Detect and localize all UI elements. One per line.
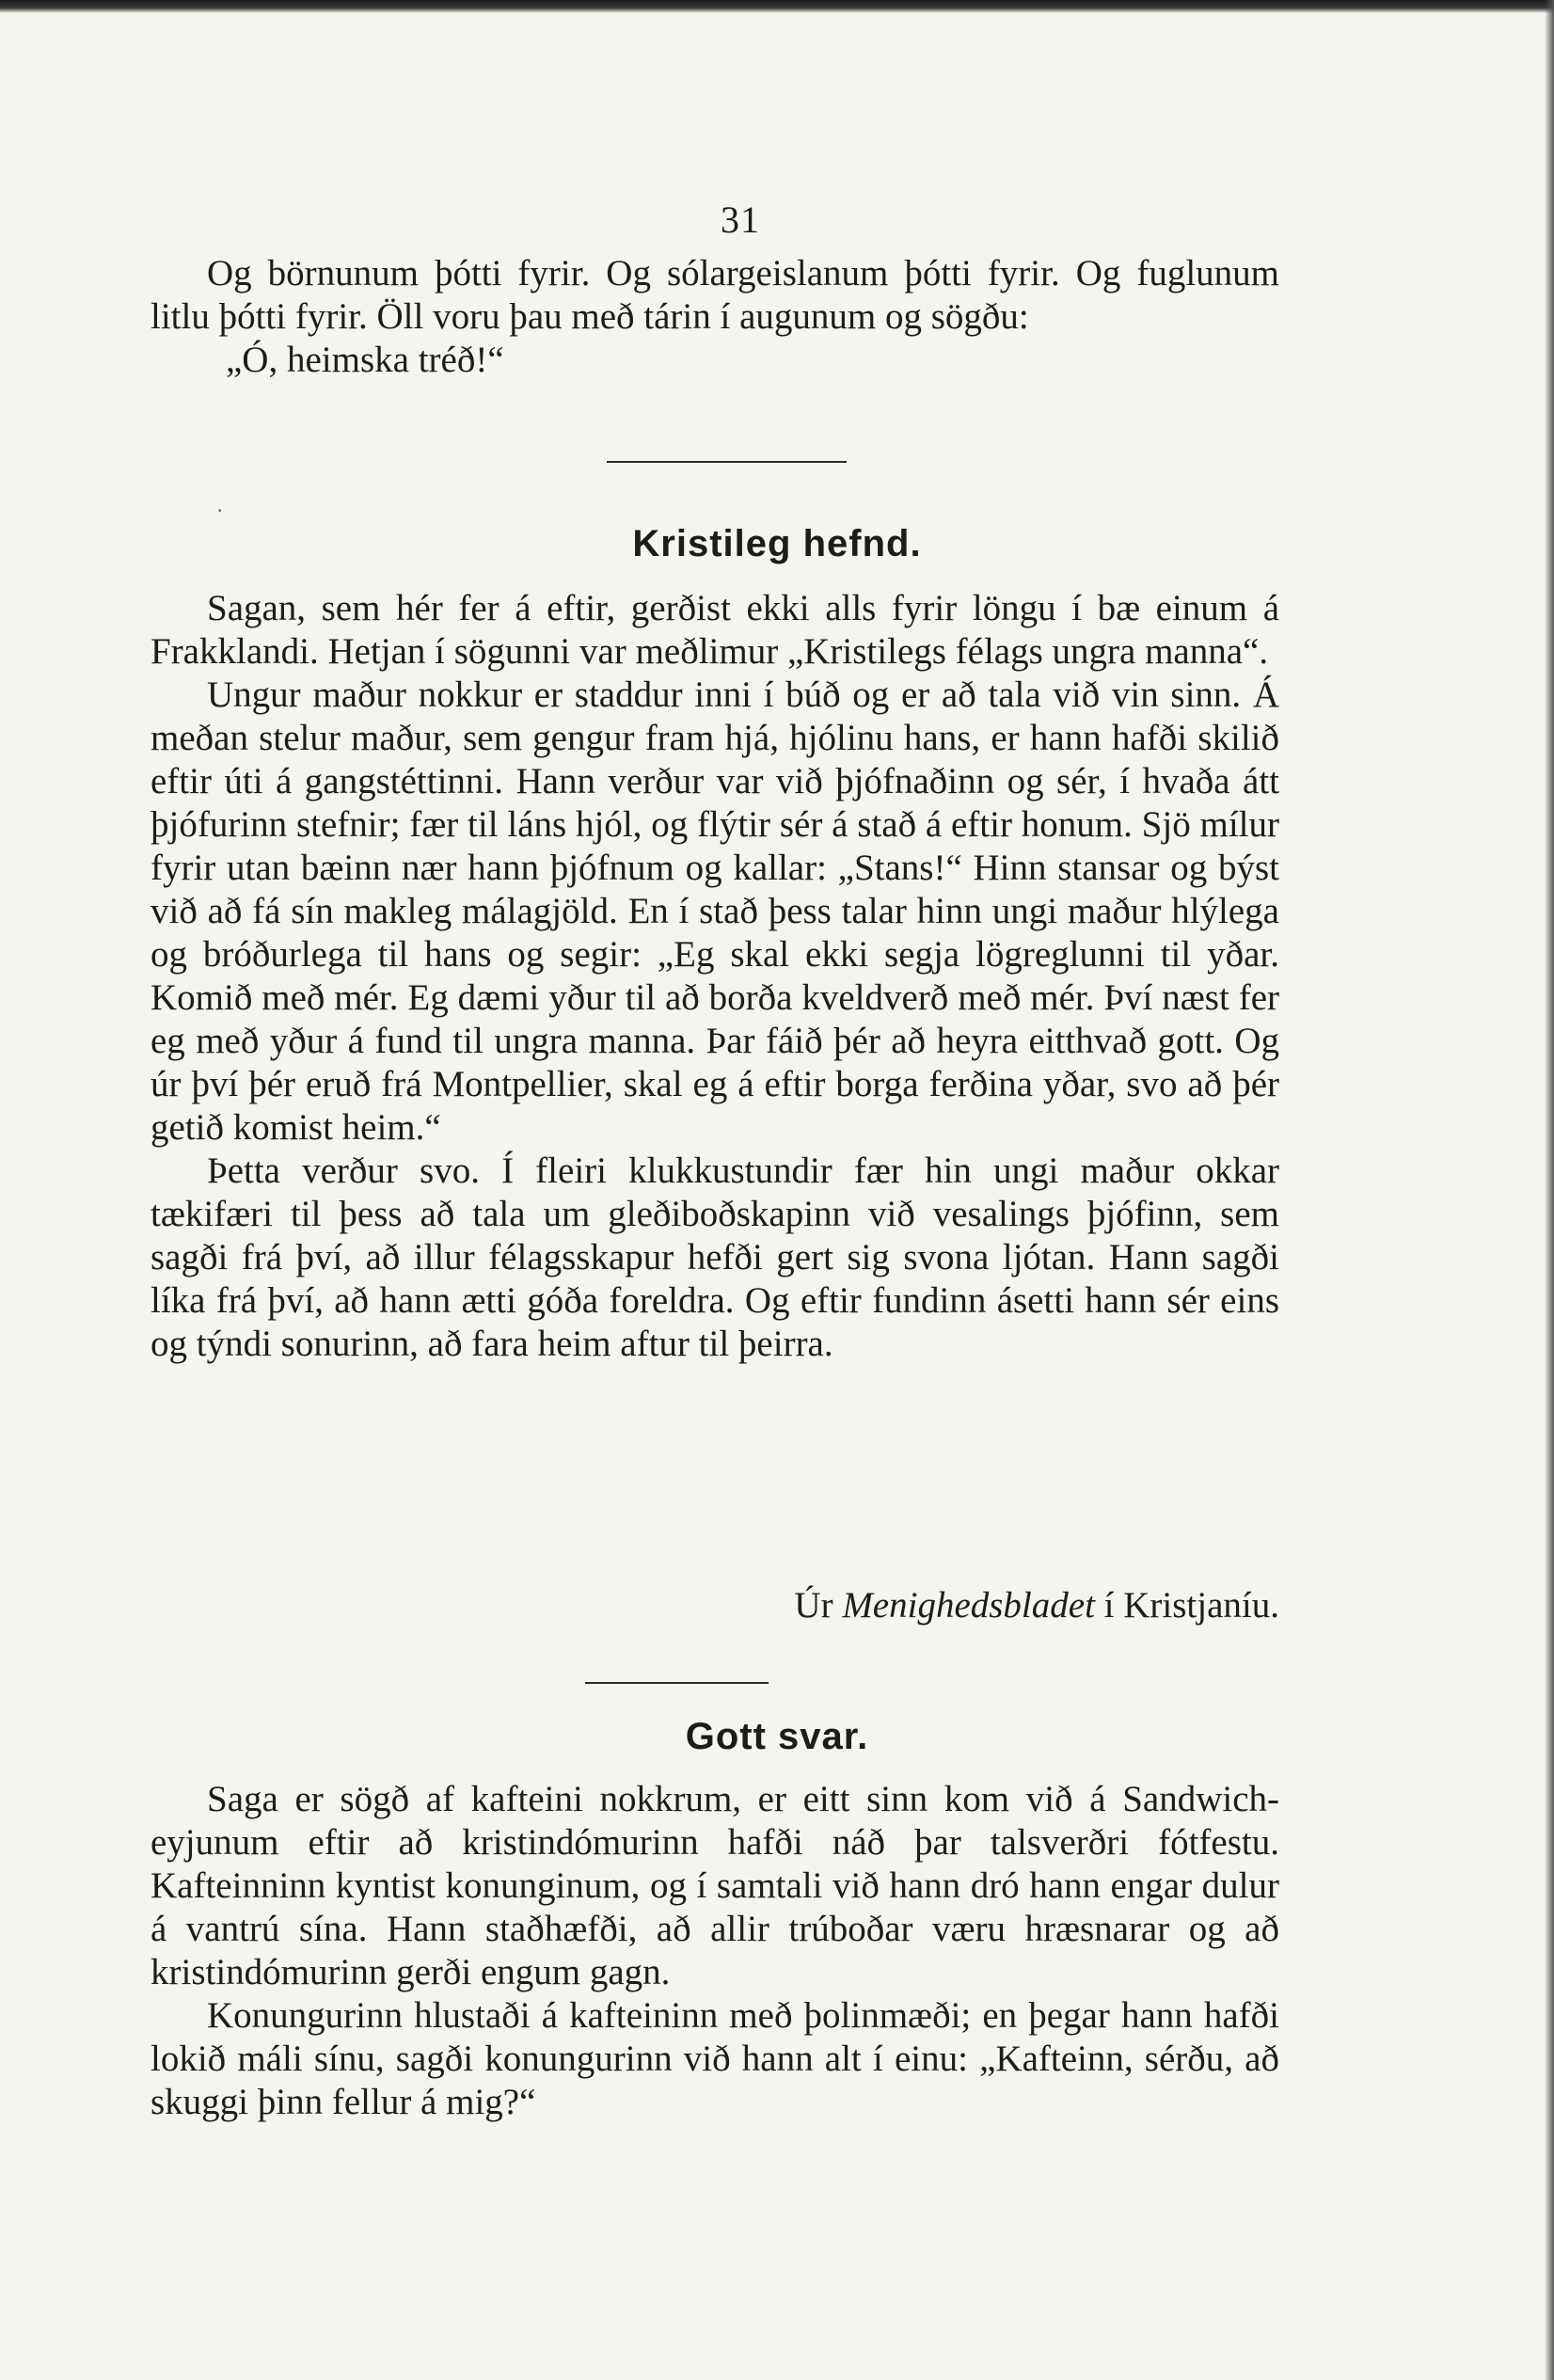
source-suffix: í Kristjaníu.	[1094, 1585, 1279, 1626]
section-title-kristileg-hefnd: Kristileg hefnd.	[632, 523, 922, 564]
scan-speck: ·	[216, 499, 224, 522]
section-divider-1	[607, 461, 847, 463]
source-prefix: Úr	[794, 1585, 843, 1626]
section-title-gott-svar: Gott svar.	[685, 1716, 869, 1757]
section1-paragraph-3: Þetta verður svo. Í fleiri klukkustundir fær hin ungi maður okkar tækifæri til þess að tala um gleðiboðskapinn við vesalings þjófinn, sem sagði frá því, að illur félagsskapur hefði gert sig svona ljótan. Hann sagði líka frá því, að hann ætti góða foreldra. Og eftir fundinn ásetti hann sér eins og týndi sonurinn, að fara heim aftur til þeirra.	[151, 1150, 1279, 1364]
page-number: 31	[721, 198, 760, 241]
section1-paragraph-1: Sagan, sem hér fer á eftir, gerðist ekki alls fyrir löngu í bæ einum á Frakklandi. Hetjan í sögunni var meðlimur „Kristilegs félags ungra manna“.	[151, 588, 1279, 672]
section2-paragraph-1: Saga er sögð af kafteini nokkrum, er eitt sinn kom við á Sandwich-eyjunum eftir að kristindómurinn hafði náð þar talsverðri fótfestu. Kafteinninn kyntist konunginum, og í samtali við hann dró hann engar dulur á vantrú sína. Hann staðhæfði, að allir trúboðar væru hræsnarar og að kristindómurinn gerði engum gagn.	[151, 1779, 1279, 1992]
section1-paragraph-2: Ungur maður nokkur er staddur inni í búð og er að tala við vin sinn. Á meðan stelur maður, sem gengur fram hjá, hjólinu hans, er hann hafði skilið eftir úti á gangstéttinni. Hann verður var við þjófnaðinn og sér, í hvaða átt þjófurinn stefnir; fær til láns hjól, og flýtir sér á stað á eftir honum. Sjö mílur fyrir utan bæinn nær hann þjófnum og kallar: „Stans!“ Hinn stansar og býst við að fá sín makleg málagjöld. En í stað þess talar hinn ungi maður hlýlega og bróðurlega til hans og segir: „Eg skal ekki segja lögreglunni til yðar. Komið með mér. Eg dæmi yður til að borða kveldverð með mér. Því næst fer eg með yður á fund til ungra manna. Þar fáið þér að heyra eitthvað gott. Og úr því þér eruð frá Montpellier, skal eg á eftir borga ferðina yðar, svo að þér getið komist heim.“	[151, 674, 1279, 1148]
source-attribution	[621, 1584, 1279, 1627]
scan-edge-top	[0, 0, 1554, 13]
section2-paragraph-2: Konungurinn hlustaði á kafteininn með þolinmæði; en þegar hann hafði lokið máli sínu, sagði konungurinn við hann alt í einu: „Kafteinn, sérðu, að skuggi þinn fellur á mig?“	[151, 1995, 1279, 2122]
section1-body	[151, 587, 1279, 1366]
section-divider-2	[585, 1682, 769, 1684]
intro-quote: „Ó, heimska tréð!“	[226, 340, 504, 380]
intro-block	[151, 252, 1279, 382]
section2-body	[151, 1778, 1279, 2124]
intro-paragraph: Og börnunum þótti fyrir. Og sólargeislanum þótti fyrir. Og fuglunum litlu þótti fyrir. Öll voru þau með tárin í augunum og sögðu:	[151, 253, 1279, 337]
scan-edge-right	[1545, 0, 1554, 2380]
source-title: Menighedsbladet	[842, 1585, 1095, 1626]
